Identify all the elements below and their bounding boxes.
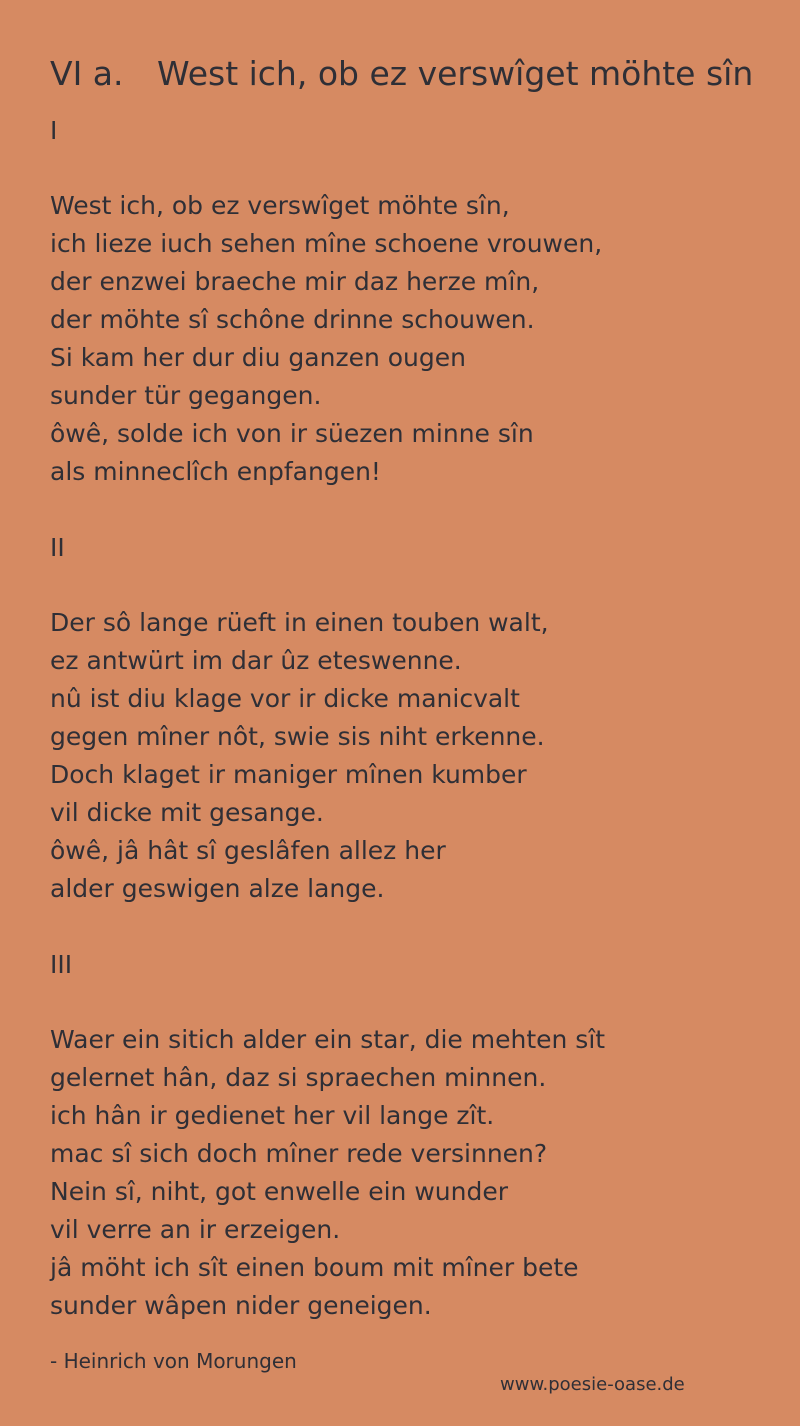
verse-line: ôwê, solde ich von ir süezen minne sîn	[50, 419, 534, 448]
stanza-3	[50, 1021, 605, 1325]
verse-line: West ich, ob ez verswîget möhte sîn,	[50, 191, 510, 220]
verse-line: Doch klaget ir maniger mînen kumber	[50, 760, 527, 789]
verse-line: ich hân ir gedienet her vil lange zît.	[50, 1101, 495, 1130]
poem-title-text: West ich, ob ez verswîget möhte sîn	[157, 54, 754, 93]
stanza-1-label: I	[50, 116, 58, 145]
poem-author: - Heinrich von Morungen	[50, 1349, 297, 1373]
verse-line: gegen mîner nôt, swie sis niht erkenne.	[50, 722, 545, 751]
verse-line: gelernet hân, daz si spraechen minnen.	[50, 1063, 547, 1092]
verse-line: Si kam her dur diu ganzen ougen	[50, 343, 466, 372]
verse-line: Nein sî, niht, got enwelle ein wunder	[50, 1177, 508, 1206]
stanza-3-label: III	[50, 950, 73, 979]
verse-line: als minneclîch enpfangen!	[50, 457, 381, 486]
verse-line: nû ist diu klage vor ir dicke manicvalt	[50, 684, 520, 713]
verse-line: vil verre an ir erzeigen.	[50, 1215, 341, 1244]
website-watermark: www.poesie-oase.de	[500, 1374, 685, 1395]
verse-line: mac sî sich doch mîner rede versinnen?	[50, 1139, 548, 1168]
verse-line: ôwê, jâ hât sî geslâfen allez her	[50, 836, 446, 865]
verse-line: ich lieze iuch sehen mîne schoene vrouwen,	[50, 229, 603, 258]
stanza-1	[50, 187, 602, 491]
stanza-2-label: II	[50, 533, 65, 562]
verse-line: Der sô lange rüeft in einen touben walt,	[50, 608, 549, 637]
stanza-2	[50, 604, 549, 908]
verse-line: sunder wâpen nider geneigen.	[50, 1291, 432, 1320]
verse-line: der enzwei braeche mir daz herze mîn,	[50, 267, 540, 296]
verse-line: sunder tür gegangen.	[50, 381, 322, 410]
poem-title	[50, 50, 753, 98]
verse-line: jâ möht ich sît einen boum mit mîner bete	[50, 1253, 579, 1282]
poem-number: VI a.	[50, 54, 124, 93]
verse-line: ez antwürt im dar ûz eteswenne.	[50, 646, 462, 675]
verse-line: Waer ein sitich alder ein star, die mehten sît	[50, 1025, 606, 1054]
verse-line: vil dicke mit gesange.	[50, 798, 324, 827]
verse-line: alder geswigen alze lange.	[50, 874, 385, 903]
verse-line: der möhte sî schône drinne schouwen.	[50, 305, 535, 334]
